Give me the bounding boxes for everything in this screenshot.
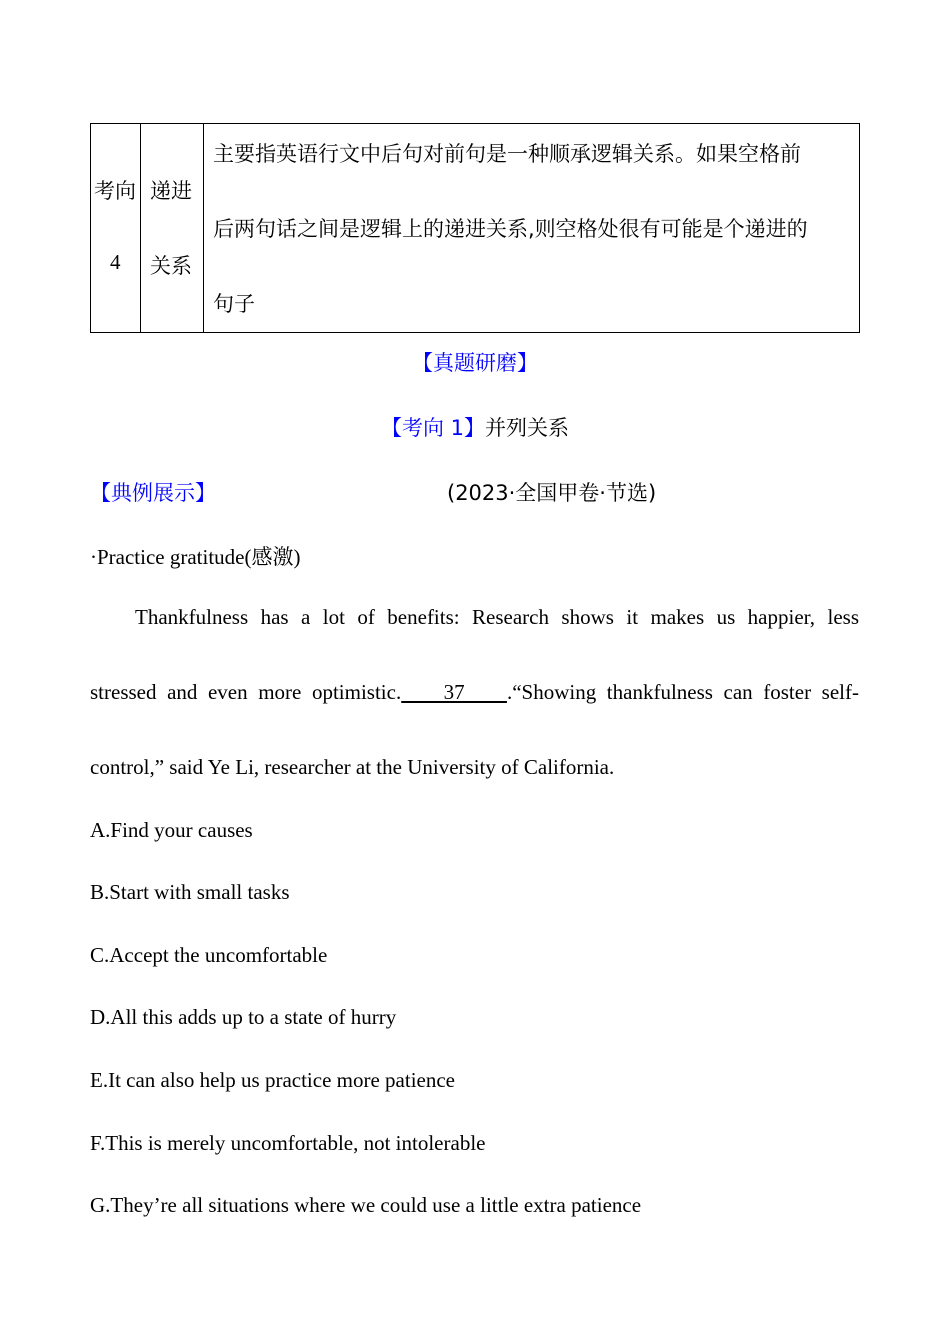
- subsection-tag: 【考向 1】: [380, 416, 486, 440]
- passage-heading: ·Practice gratitude(感激): [90, 545, 301, 569]
- passage-line: control,” said Ye Li, researcher at the University of California.: [90, 755, 615, 779]
- passage-text: .“Showing thankfulness can foster self-: [506, 680, 859, 704]
- option-item: A.Find your causes: [90, 818, 253, 842]
- table-type-line2: 关系: [150, 254, 192, 278]
- passage-line: Thankfulness has a lot of benefits: Research shows it makes us happier, less: [135, 605, 859, 629]
- table-description-line: 句子: [213, 292, 255, 316]
- example-label: 【典例展示】: [90, 481, 216, 505]
- option-item: B.Start with small tasks: [90, 880, 290, 904]
- table-description-line: 主要指英语行文中后句对前句是一种顺承逻辑关系。如果空格前: [213, 142, 801, 166]
- example-source: (2023·全国甲卷·节选): [447, 481, 657, 505]
- table-description-line: 后两句话之间是逻辑上的递进关系,则空格处很有可能是个递进的: [213, 217, 808, 241]
- table-divider: [203, 124, 204, 332]
- subsection-title: 并列关系: [485, 416, 570, 440]
- answer-blank: 37: [401, 680, 507, 704]
- table-category-label: 考向: [94, 179, 136, 203]
- table-divider: [140, 124, 141, 332]
- table-type-line1: 递进: [150, 179, 192, 203]
- option-item: G.They’re all situations where we could use a little extra patience: [90, 1193, 642, 1217]
- option-item: F.This is merely uncomfortable, not intolerable: [90, 1131, 486, 1155]
- option-item: D.All this adds up to a state of hurry: [90, 1005, 397, 1029]
- option-item: E.It can also help us practice more patience: [90, 1068, 455, 1092]
- definition-table: [90, 123, 860, 333]
- passage-text: stressed and even more optimistic.: [90, 680, 402, 704]
- subsection-heading: [0, 412, 950, 442]
- section-title: 【真题研磨】: [412, 351, 538, 375]
- passage-line: [90, 680, 859, 705]
- option-item: C.Accept the uncomfortable: [90, 943, 328, 967]
- table-category-number: 4: [110, 250, 121, 274]
